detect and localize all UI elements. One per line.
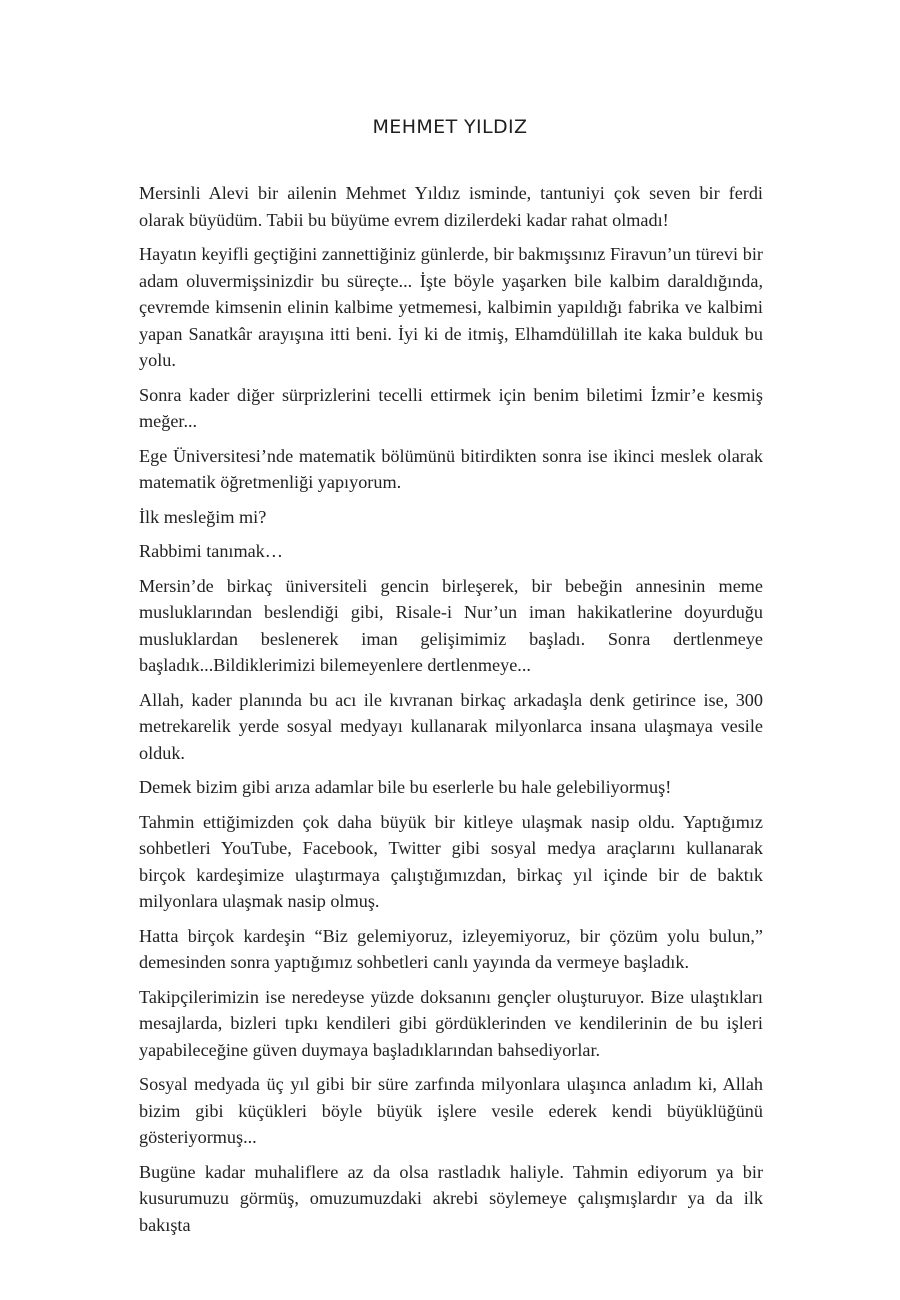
paragraph-5: İlk mesleğim mi? <box>139 506 267 527</box>
body-text <box>139 180 763 1235</box>
paragraph-13: Sosyal medyada üç yıl gibi bir süre zarfında milyonlara ulaşınca anladım ki, Allah bizim gibi küçükleri böyle büyük işlere vesile ederek kendi büyüklüğünü gösteriyormuş... <box>139 1074 763 1147</box>
paragraph-4: Ege Üniversitesi’nde matematik bölümünü bitirdikten sonra ise ikinci meslek olarak matematik öğretmenliği yapıyorum. <box>139 445 763 492</box>
paragraph-10: Tahmin ettiğimizden çok daha büyük bir kitleye ulaşmak nasip oldu. Yaptığımız sohbetleri YouTube, Facebook, Twitter gibi sosyal medya araçlarını kullanarak birçok kardeşimize ulaştırmaya çalıştığımızdan, birkaç yıl içinde bir de baktık milyonlara ulaşmak nasip olmuş. <box>139 811 763 911</box>
paragraph-3: Sonra kader diğer sürprizlerini tecelli ettirmek için benim biletimi İzmir’e kesmiş meğer... <box>139 384 763 431</box>
paragraph-2: Hayatın keyifli geçtiğini zannettiğiniz günlerde, bir bakmışsınız Firavun’un türevi bir adam oluvermişsinizdir bu süreçte... İşte böyle yaşarken bile kalbim daraldığında, çevremde kimsenin elinin kalbime yetmemesi, kalbimin yapıldığı fabrika ve kalbimi yapan Sanatkâr arayışına itti beni. İyi ki de itmiş, Elhamdülillah ite kaka bulduk bu yolu. <box>139 244 763 370</box>
paragraph-14: Bugüne kadar muhaliflere az da olsa rastladık haliyle. Tahmin ediyorum ya bir kusurumuzu görmüş, omuzumuzdaki akrebi söylemeye çalışmışlardır ya da ilk bakışta <box>139 1161 763 1235</box>
paragraph-8: Allah, kader planında bu acı ile kıvranan birkaç arkadaşla denk getirince ise, 300 metrekarelik yerde sosyal medyayı kullanarak milyonlarca insana ulaşmaya vesile olduk. <box>139 689 763 763</box>
paragraph-11: Hatta birçok kardeşin “Biz gelemiyoruz, izleyemiyoruz, bir çözüm yolu bulun,” demesinden sonra yaptığımız sohbetleri canlı yayında da vermeye başladık. <box>139 925 763 972</box>
paragraph-9: Demek bizim gibi arıza adamlar bile bu eserlerle bu hale gelebiliyormuş! <box>139 777 672 797</box>
paragraph-7: Mersin’de birkaç üniversiteli gencin birleşerek, bir bebeğin annesinin meme musluklarından beslendiği gibi, Risale-i Nur’un iman hakikatlerine doyurduğu musluklardan beslenerek iman gelişimimiz başladı. Sonra dertlenmeye başladık...Bildiklerimizi bilemeyenlere dertlenmeye... <box>139 575 763 675</box>
paragraph-12: Takipçilerimizin ise neredeyse yüzde doksanını gençler oluşturuyor. Bize ulaştıkları mesajlarda, bizleri tıpkı kendileri gibi gördüklerinden ve kendilerinin de bu işleri yapabileceğine güven duymaya başladıklarından bahsediyorlar. <box>139 986 763 1060</box>
paragraph-1: Mersinli Alevi bir ailenin Mehmet Yıldız isminde, tantuniyi çok seven bir ferdi olarak büyüdüm. Tabii bu büyüme evrem dizilerdeki kadar rahat olmadı! <box>139 183 763 230</box>
paragraph-6: Rabbimi tanımak… <box>139 541 283 561</box>
page-title: MEHMET YILDIZ <box>372 116 528 138</box>
